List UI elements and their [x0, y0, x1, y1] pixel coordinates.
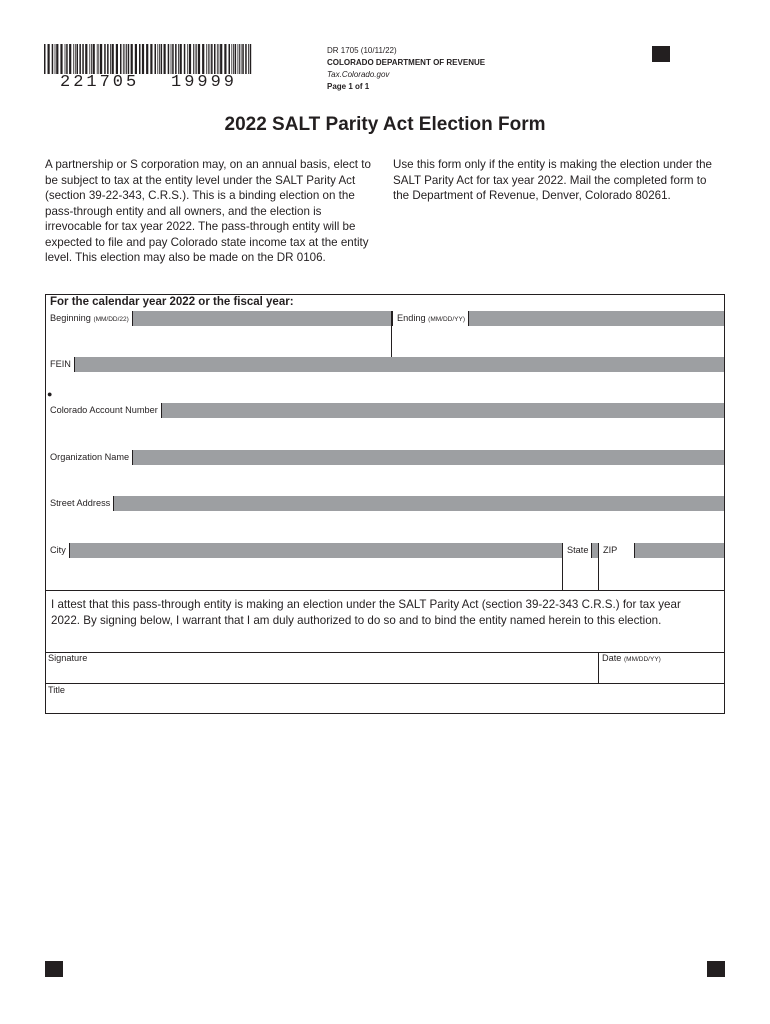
barcode-bar — [250, 44, 252, 74]
barcode-bar — [65, 44, 66, 74]
barcode-bar — [100, 44, 102, 74]
account-number-field[interactable] — [46, 418, 725, 450]
barcode-bar — [55, 44, 56, 74]
barcode-bar — [193, 44, 194, 74]
title-field[interactable] — [46, 695, 725, 713]
barcode-bar — [48, 44, 50, 74]
barcode-bar — [175, 44, 177, 74]
barcode-bar — [172, 44, 174, 74]
signature-field[interactable] — [46, 665, 597, 683]
form-header — [327, 45, 485, 93]
barcode-bar — [116, 44, 118, 74]
barcode-bar — [180, 44, 182, 74]
barcode-bar — [125, 44, 126, 74]
date-label — [602, 653, 661, 663]
fein-label-band — [46, 357, 724, 372]
barcode-bar — [77, 44, 79, 74]
barcode-bar — [235, 44, 237, 74]
ending-label-text: Ending — [397, 313, 426, 323]
barcode-bar — [128, 44, 130, 74]
barcode-bar — [189, 44, 191, 74]
barcode-number — [44, 73, 254, 93]
title-label: Title — [48, 685, 66, 695]
barcode-bar — [98, 44, 99, 74]
barcode-bar — [168, 44, 170, 74]
barcode-bar — [139, 44, 141, 74]
barcode-bar — [208, 44, 209, 74]
ending-date-field[interactable] — [392, 326, 725, 357]
ending-format: (MM/DD/YY) — [428, 316, 466, 323]
barcode-bar — [157, 44, 158, 74]
barcode-bar — [231, 44, 232, 74]
barcode-bar — [79, 44, 81, 74]
period-heading: For the calendar year 2022 or the fiscal year: — [50, 296, 294, 308]
org-label-band — [46, 450, 724, 465]
barcode-bar — [85, 44, 87, 74]
barcode-bar — [210, 44, 211, 74]
barcode-bar — [206, 44, 207, 74]
barcode-bar — [107, 44, 109, 74]
barcode-bar — [217, 44, 218, 74]
bullet-mark: ● — [47, 389, 53, 399]
barcode-bar — [97, 44, 98, 74]
department-name: COLORADO DEPARTMENT OF REVENUE — [327, 58, 486, 67]
account-label-band — [46, 403, 724, 418]
date-label-text: Date — [602, 653, 622, 663]
city-field[interactable] — [46, 558, 561, 590]
barcode-bar — [164, 44, 166, 74]
barcode-bar — [146, 44, 148, 74]
barcode-bar — [75, 44, 76, 74]
barcode-bar — [60, 44, 62, 74]
period-divider — [391, 311, 392, 357]
divider — [46, 590, 724, 591]
registration-mark-top-right — [652, 46, 670, 62]
barcode-bar — [245, 44, 247, 74]
barcode-bar — [126, 44, 127, 74]
barcode-bar — [211, 44, 213, 74]
barcode-bar — [120, 44, 122, 74]
barcode-bar — [233, 44, 234, 74]
beginning-format: (MM/DD/22) — [93, 316, 129, 323]
barcode-bar — [155, 44, 157, 74]
state-field[interactable] — [563, 558, 597, 590]
registration-mark-bottom-right — [707, 961, 725, 977]
attestation-text: I attest that this pass-through entity is making an election under the SALT Parity Act (section 39-22-343 C.R.S.) for tax year 2022. By signing below, I warrant that I am duly authorized to do so and to bind the entity named herein to this election. — [51, 598, 681, 627]
barcode-bar — [56, 44, 58, 74]
organization-name-field[interactable] — [46, 465, 725, 496]
barcode-bar — [239, 44, 240, 74]
barcode-bar — [219, 44, 220, 74]
barcode-bar — [66, 44, 68, 74]
date-field[interactable] — [599, 665, 725, 683]
barcode-bar — [161, 44, 163, 74]
zip-field[interactable] — [599, 558, 725, 590]
barcode-bar — [112, 44, 114, 74]
beginning-label-text: Beginning — [50, 313, 91, 323]
ending-label — [392, 311, 469, 326]
barcode-bar — [171, 44, 172, 74]
barcode-bar — [44, 44, 46, 74]
zip-label: ZIP — [598, 543, 635, 558]
registration-mark-bottom-left — [45, 961, 63, 977]
divider — [46, 683, 724, 684]
barcode-bar — [150, 44, 152, 74]
barcode-bar — [187, 44, 188, 74]
signature-label: Signature — [48, 653, 88, 663]
barcode-bar — [178, 44, 179, 74]
barcode-bar — [91, 44, 92, 74]
barcode-bar — [248, 44, 249, 74]
barcode-bar — [89, 44, 90, 74]
election-form — [45, 294, 725, 714]
intro-paragraph-left: A partnership or S corporation may, on an annual basis, elect to be subject to tax at the entity level under the SALT Parity Act (section 39-22-343, C.R.S.). This is a binding election on the pass-through entity and all owners, and the election is irrevocable for tax year 2022. The pass-through entity will be expected to file and pay Colorado state income tax at the entity level. This election may also be made on the DR 0106. — [45, 158, 371, 264]
barcode-bar — [135, 44, 137, 74]
barcode-bar — [142, 44, 144, 74]
barcode-bar — [224, 44, 226, 74]
form-id: DR 1705 (10/11/22) — [327, 46, 397, 55]
beginning-date-field[interactable] — [46, 326, 391, 357]
barcode-bar — [93, 44, 95, 74]
barcode-bar — [131, 44, 133, 74]
barcode-bar — [195, 44, 196, 74]
barcode-bar — [242, 44, 244, 74]
street-address-field[interactable] — [46, 511, 725, 543]
barcode-bar — [110, 44, 111, 74]
barcode-bar — [241, 44, 242, 74]
barcode-bar — [198, 44, 200, 74]
date-format: (MM/DD/YY) — [623, 656, 661, 663]
city-label-band — [46, 543, 724, 558]
barcode-bar — [69, 44, 71, 74]
barcode-bar — [184, 44, 186, 74]
barcode-bar — [104, 44, 106, 74]
barcode-bar — [220, 44, 222, 74]
state-label: State — [562, 543, 592, 558]
fein-label: FEIN — [46, 357, 75, 372]
barcode-bar — [229, 44, 231, 74]
barcode-bar — [159, 44, 160, 74]
beginning-label — [46, 311, 133, 326]
organization-name-label: Organization Name — [46, 450, 133, 465]
barcode-number-part2: 19999 — [171, 73, 238, 92]
city-label: City — [46, 543, 70, 558]
street-label-band — [46, 496, 724, 511]
intro-paragraph-right: Use this form only if the entity is making the election under the SALT Parity Act for tax year 2022. Mail the completed form to the Department of Revenue, Denver, Colorado 80261. — [393, 158, 712, 202]
barcode-bar — [214, 44, 216, 74]
barcode-bar — [52, 44, 54, 74]
fein-field[interactable] — [46, 372, 725, 403]
period-label-band — [46, 311, 724, 326]
page-title: 2022 SALT Parity Act Election Form — [224, 114, 546, 135]
barcode-bar — [238, 44, 239, 74]
street-address-label: Street Address — [46, 496, 114, 511]
page-number: Page 1 of 1 — [327, 82, 370, 91]
barcode-bar — [73, 44, 74, 74]
barcode-image — [44, 44, 254, 74]
website: Tax.Colorado.gov — [327, 70, 390, 79]
barcode-bar — [196, 44, 197, 74]
barcode-number-part1: 221705 — [60, 73, 140, 92]
barcode-bar — [202, 44, 204, 74]
barcode-bar — [123, 44, 124, 74]
account-number-label: Colorado Account Number — [46, 403, 162, 418]
barcode-bar — [82, 44, 84, 74]
